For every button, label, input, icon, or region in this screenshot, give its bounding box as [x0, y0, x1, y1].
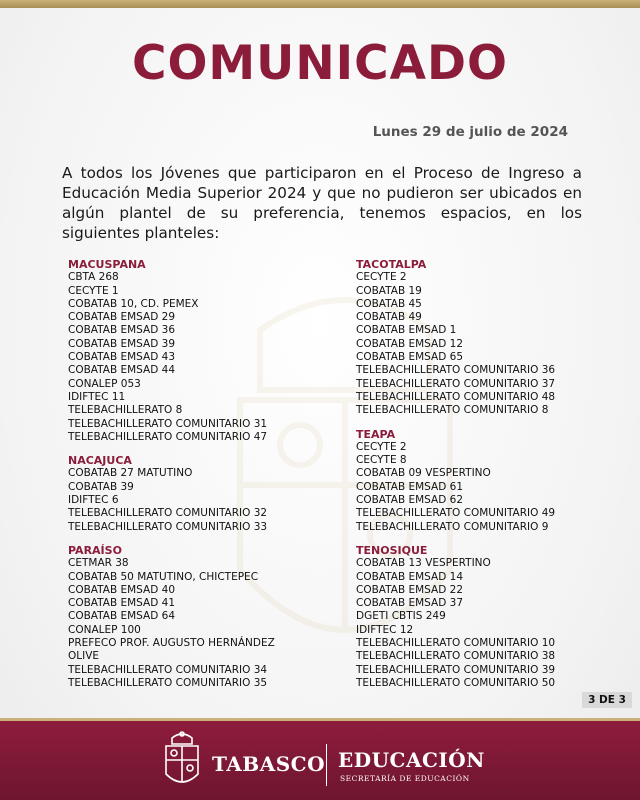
school-item: COBATAB EMSAD 62: [356, 494, 464, 507]
school-item: COBATAB EMSAD 43: [68, 351, 176, 364]
top-gold-bar: [0, 0, 640, 8]
school-item: TELEBACHILLERATO COMUNITARIO 47: [68, 430, 268, 443]
school-item: OLIVE: [68, 650, 100, 663]
school-item: TELEBACHILLERATO COMUNITARIO 10: [356, 637, 556, 650]
school-item: TELEBACHILLERATO COMUNITARIO 50: [356, 676, 556, 689]
publication-date: Lunes 29 de julio de 2024: [372, 124, 568, 140]
school-item: COBATAB EMSAD 64: [68, 610, 176, 623]
school-item: COBATAB EMSAD 37: [356, 597, 464, 610]
school-item: COBATAB EMSAD 12: [356, 337, 464, 350]
school-item: COBATAB 45: [356, 297, 422, 310]
school-item: TELEBACHILLERATO COMUNITARIO 9: [356, 520, 549, 533]
school-item: TELEBACHILLERATO COMUNITARIO 48: [356, 390, 556, 403]
school-item: DGETI CBTIS 249: [356, 610, 446, 623]
school-item: CBTA 268: [68, 271, 119, 284]
school-item: COBATAB 50 MATUTINO, CHICTEPEC: [68, 570, 259, 583]
school-item: COBATAB 10, CD. PEMEX: [68, 297, 199, 310]
region-block: [68, 544, 318, 690]
region-name: TEAPA: [356, 427, 396, 441]
school-item: TELEBACHILLERATO COMUNITARIO 31: [68, 417, 268, 430]
subdepartment-name: SECRETARÍA DE EDUCACIÓN: [340, 774, 470, 783]
school-item: TELEBACHILLERATO COMUNITARIO 36: [356, 364, 556, 377]
school-item: CECYTE 2: [356, 440, 407, 453]
region-name: PARAÍSO: [68, 543, 122, 557]
region-name: MACUSPANA: [68, 258, 146, 271]
region-name: TENOSIQUE: [356, 543, 428, 557]
school-item: COBATAB EMSAD 44: [68, 364, 176, 377]
school-item: COBATAB EMSAD 40: [68, 583, 176, 596]
school-item: TELEBACHILLERATO COMUNITARIO 49: [356, 507, 556, 520]
footer-divider: [326, 744, 327, 786]
region-block: [68, 258, 318, 444]
school-item: COBATAB EMSAD 14: [356, 570, 464, 583]
school-item: TELEBACHILLERATO COMUNITARIO 8: [356, 404, 549, 417]
school-item: IDIFTEC 6: [68, 494, 119, 507]
school-item: COBATAB EMSAD 61: [356, 480, 464, 493]
left-region-column: [68, 258, 318, 700]
footer-gold-line: [0, 718, 640, 721]
school-item: TELEBACHILLERATO COMUNITARIO 33: [68, 520, 268, 533]
school-item: CONALEP 100: [68, 623, 141, 636]
school-item: COBATAB EMSAD 29: [68, 311, 176, 324]
department-name: EDUCACIÓN: [338, 748, 485, 772]
school-item: TELEBACHILLERATO COMUNITARIO 37: [356, 377, 556, 390]
school-item: TELEBACHILLERATO COMUNITARIO 34: [68, 663, 268, 676]
region-block: [68, 454, 318, 534]
school-item: COBATAB EMSAD 41: [68, 597, 176, 610]
page-indicator: 3 DE 3: [582, 692, 632, 708]
school-item: COBATAB 19: [356, 284, 422, 297]
school-item: IDIFTEC 12: [356, 623, 414, 636]
page-title: COMUNICADO: [131, 36, 509, 91]
school-item: COBATAB EMSAD 39: [68, 337, 176, 350]
school-item: TELEBACHILLERATO COMUNITARIO 35: [68, 676, 268, 689]
region-name: TACOTALPA: [356, 258, 427, 271]
school-item: TELEBACHILLERATO COMUNITARIO 32: [68, 507, 268, 520]
school-item: COBATAB EMSAD 1: [356, 324, 457, 337]
school-item: TELEBACHILLERATO 8: [68, 404, 183, 417]
school-item: COBATAB 39: [68, 480, 134, 493]
brand-tabasco: TABASCO: [212, 752, 326, 776]
region-block: [356, 258, 606, 418]
school-item: TELEBACHILLERATO COMUNITARIO 39: [356, 663, 556, 676]
school-item: COBATAB EMSAD 36: [68, 324, 176, 337]
region-block: [356, 428, 606, 534]
school-item: COBATAB 13 VESPERTINO: [356, 557, 491, 570]
school-item: COBATAB 09 VESPERTINO: [356, 467, 491, 480]
intro-paragraph: A todos los Jóvenes que participaron en el Proceso de Ingreso a Educación Media Superior 2024 y que no pudieron ser ubicados en algún plantel de su preferencia, tenemos espacios, en los siguientes planteles:: [62, 164, 582, 242]
school-item: CECYTE 8: [356, 454, 407, 467]
right-region-column: [356, 258, 606, 700]
school-item: CECYTE 2: [356, 271, 407, 284]
school-item: COBATAB EMSAD 22: [356, 583, 464, 596]
region-name: NACAJUCA: [68, 454, 132, 468]
school-item: CONALEP 053: [68, 377, 141, 390]
school-item: CECYTE 1: [68, 284, 119, 297]
school-item: TELEBACHILLERATO COMUNITARIO 38: [356, 650, 556, 663]
school-item: CETMAR 38: [68, 557, 129, 570]
school-item: COBATAB EMSAD 65: [356, 351, 464, 364]
school-item: PREFECO PROF. AUGUSTO HERNÁNDEZ: [68, 637, 275, 650]
school-item: IDIFTEC 11: [68, 390, 126, 403]
tabasco-seal-icon: [160, 728, 204, 792]
school-item: COBATAB 49: [356, 311, 422, 324]
region-block: [356, 544, 606, 690]
school-item: COBATAB 27 MATUTINO: [68, 467, 193, 480]
